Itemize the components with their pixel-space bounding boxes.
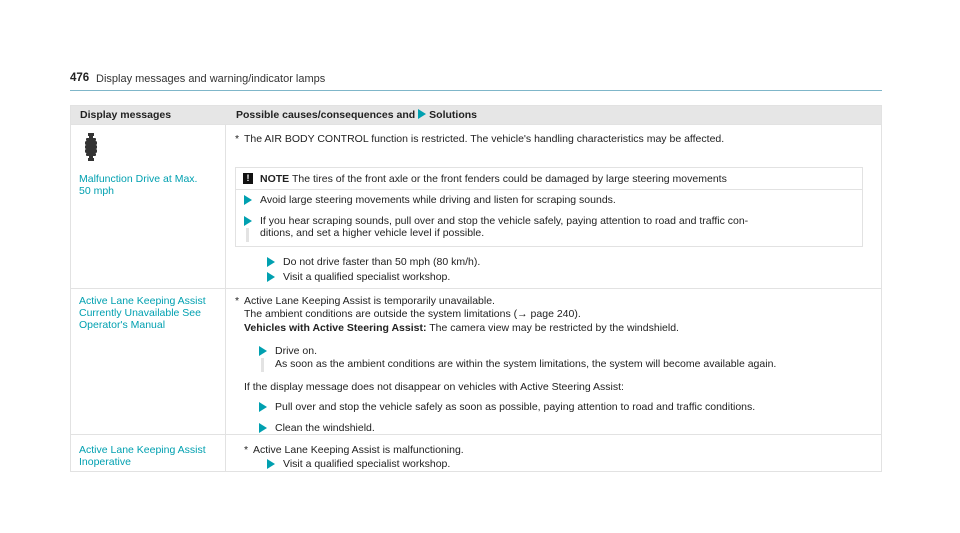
warning-icon: !: [243, 173, 253, 184]
arrow-right-icon: [267, 459, 275, 469]
arrow-right-icon: [244, 216, 252, 226]
arrow-right-icon: [259, 346, 267, 356]
suspension-icon: [83, 133, 99, 161]
vehicles-label: Vehicles with Active Steering Assist:: [244, 322, 427, 334]
note-step: If you hear scraping sounds, pull over and stop the vehicle safely, paying attention to road and traffic con-: [260, 215, 749, 227]
table-header: [71, 106, 881, 124]
header-causes-prefix: Possible causes/consequences and: [236, 109, 416, 121]
message-cell: [71, 435, 226, 471]
if-text: If the display message does not disappear on vehicles with Active Steering Assist:: [244, 381, 624, 393]
table-row: [71, 288, 881, 434]
cause-line2: The ambient conditions are outside the system limitations (→ page 240).: [244, 308, 581, 320]
step-text: Pull over and stop the vehicle safely as soon as possible, paying attention to road and traffic conditions.: [275, 401, 756, 413]
note-step-cont: ditions, and set a higher vehicle level if possible.: [260, 227, 485, 239]
page-number: 476: [70, 72, 90, 84]
header-solutions: Solutions: [429, 109, 478, 121]
arrow-right-icon: [418, 109, 426, 119]
note-step: Avoid large steering movements while driving and listen for scraping sounds.: [260, 194, 616, 206]
asterisk: *: [235, 295, 240, 307]
header-display-messages: Display messages: [80, 109, 172, 121]
note-label: NOTE: [260, 173, 290, 185]
arrow-right-icon: [259, 402, 267, 412]
message-lane-keeping-inoperative: Active Lane Keeping Assist Inoperative: [79, 444, 206, 468]
step-text: Visit a qualified specialist workshop.: [283, 271, 451, 283]
step-text: Visit a qualified specialist workshop.: [283, 458, 451, 470]
cause-text: Active Lane Keeping Assist is malfunctioning.: [253, 444, 464, 456]
page-title: Display messages and warning/indicator lamps: [96, 73, 326, 85]
step-detail: As soon as the ambient conditions are within the system limitations, the system will become available again.: [275, 358, 777, 370]
arrow-right-icon: [259, 423, 267, 433]
step-text: Drive on.: [275, 345, 318, 357]
header-causes: [236, 109, 477, 121]
message-malfunction-drive: Malfunction Drive at Max. 50 mph: [79, 173, 198, 197]
note-box: [235, 167, 863, 247]
asterisk: *: [235, 133, 240, 145]
table-row: [71, 434, 881, 471]
arrow-right-icon: [267, 272, 275, 282]
table-row: [71, 124, 881, 270]
message-lane-keeping-unavailable: Active Lane Keeping Assist Currently Unavailable See Operator's Manual: [79, 295, 206, 331]
page-header: [70, 70, 882, 91]
vehicles-text: The camera view may be restricted by the windshield.: [429, 322, 679, 334]
arrow-right-icon: [244, 195, 252, 205]
asterisk: *: [244, 444, 249, 456]
arrow-right-icon: [267, 257, 275, 267]
table-row: [71, 270, 881, 288]
display-messages-table: [70, 105, 882, 472]
step-text: Clean the windshield.: [275, 422, 375, 434]
note-text: The tires of the front axle or the front fenders could be damaged by large steering movements: [292, 173, 727, 185]
message-cell: [71, 289, 226, 434]
message-cell: [71, 125, 226, 270]
cause-text: The AIR BODY CONTROL function is restricted. The vehicle's handling characteristics may be affected.: [244, 133, 725, 145]
step-text: Do not drive faster than 50 mph (80 km/h).: [283, 256, 481, 268]
cause-text: Active Lane Keeping Assist is temporarily unavailable.: [244, 295, 495, 307]
